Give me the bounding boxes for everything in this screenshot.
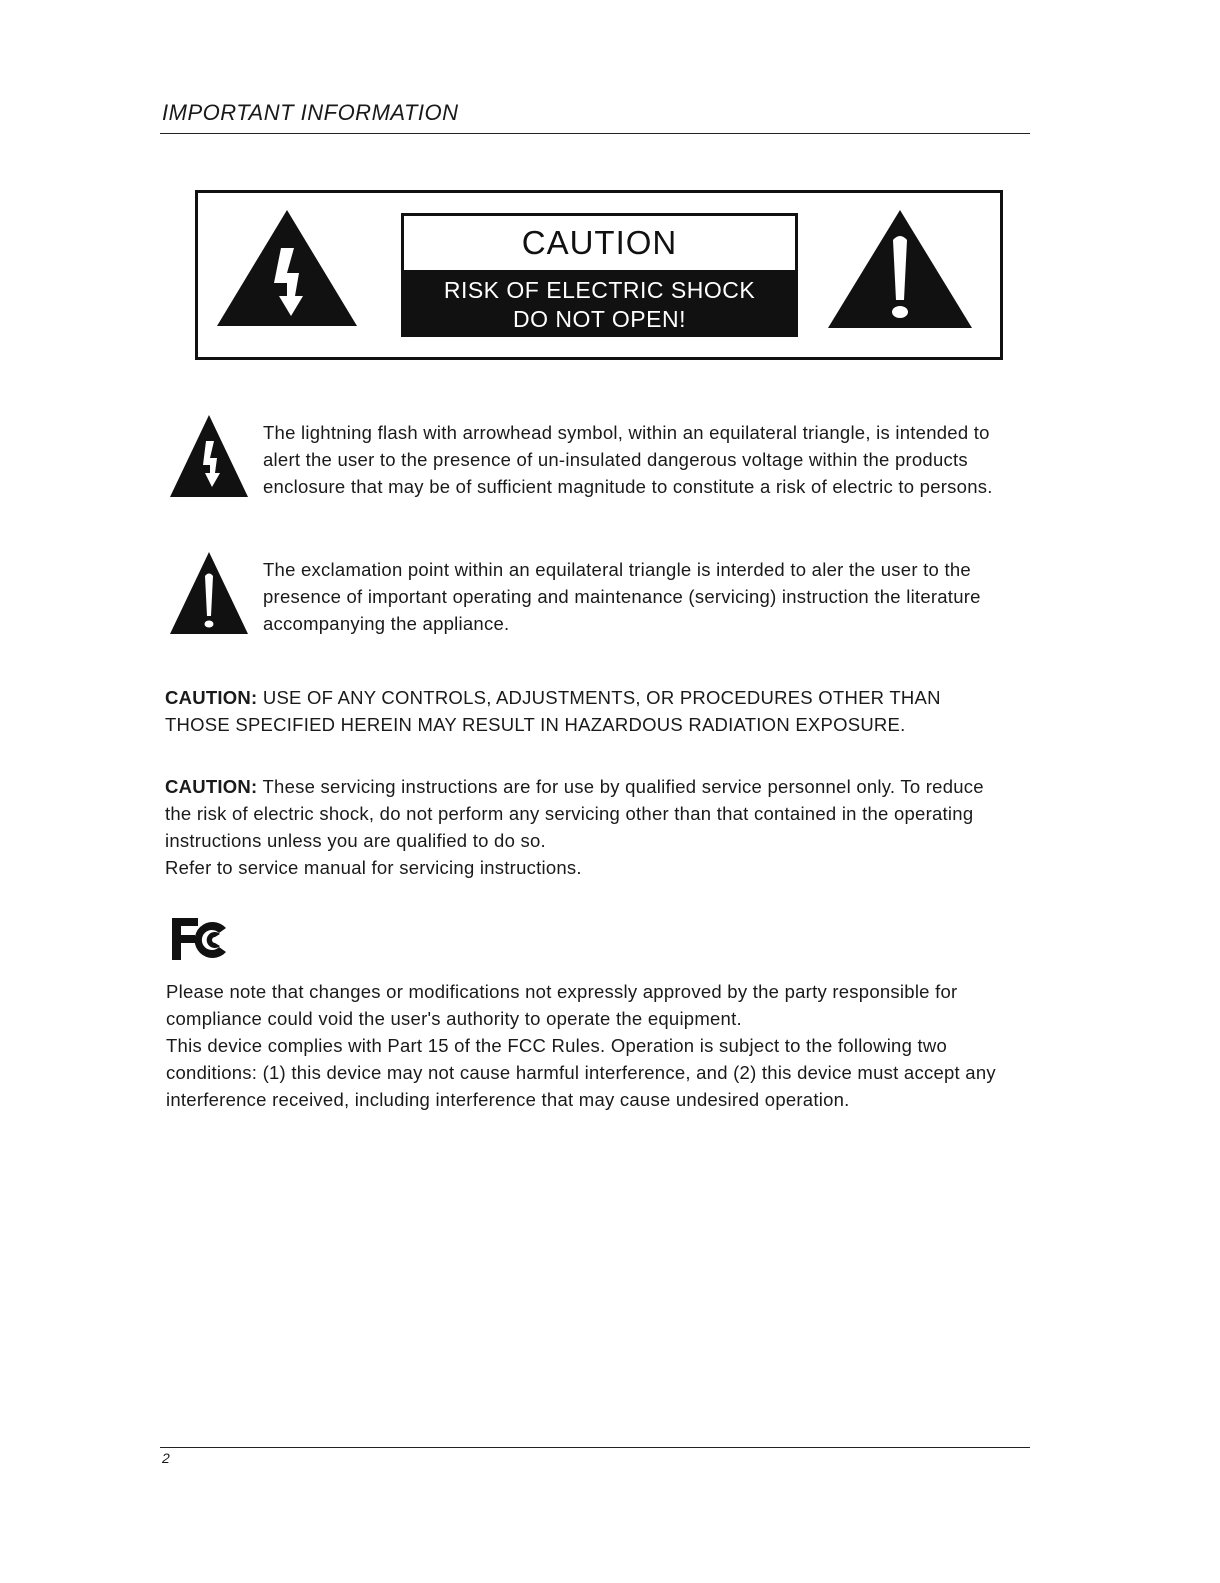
text-line: enclosure that may be of sufficient magnitude to constitute a risk of electric to persons. xyxy=(263,476,993,497)
page-number: 2 xyxy=(162,1450,170,1466)
caution-line-shock: RISK OF ELECTRIC SHOCK xyxy=(443,277,756,303)
lightning-triangle-icon xyxy=(215,208,359,328)
text-line: the risk of electric shock, do not perform any servicing other than that contained in the operating xyxy=(165,803,974,824)
exclamation-symbol-description xyxy=(263,556,981,637)
lightning-triangle-icon xyxy=(168,413,250,499)
text-line: instructions unless you are qualified to do so. xyxy=(165,830,546,851)
text-line: These servicing instructions are for use by qualified service personnel only. To reduce xyxy=(257,776,984,797)
text-line: interference received, including interference that may cause undesired operation. xyxy=(166,1089,850,1110)
text-line: USE OF ANY CONTROLS, ADJUSTMENTS, OR PROCEDURES OTHER THAN xyxy=(257,687,941,708)
footer-divider xyxy=(160,1447,1030,1448)
exclamation-triangle-icon xyxy=(168,550,250,636)
text-line: alert the user to the presence of un-insulated dangerous voltage within the products xyxy=(263,449,968,470)
page-title: IMPORTANT INFORMATION xyxy=(162,100,459,125)
text-line: Refer to service manual for servicing instructions. xyxy=(165,857,582,878)
caution-label: CAUTION: xyxy=(165,776,258,797)
caution-line-do-not-open: DO NOT OPEN! xyxy=(513,306,686,332)
text-line: This device complies with Part 15 of the FCC Rules. Operation is subject to the following two xyxy=(166,1035,948,1056)
fcc-statement xyxy=(166,978,996,1113)
exclamation-triangle-icon xyxy=(826,208,974,330)
text-line: The lightning flash with arrowhead symbol, within an equilateral triangle, is intended to xyxy=(263,422,990,443)
text-line: Please note that changes or modifications not expressly approved by the party responsible for xyxy=(166,981,958,1002)
caution-label-panel xyxy=(401,213,798,337)
caution-heading: CAUTION xyxy=(404,216,795,270)
text-line: THOSE SPECIFIED HEREIN MAY RESULT IN HAZARDOUS RADIATION EXPOSURE. xyxy=(165,714,906,735)
text-line: conditions: (1) this device may not cause harmful interference, and (2) this device must accept any xyxy=(166,1062,996,1083)
header-divider xyxy=(160,133,1030,134)
lightning-symbol-description xyxy=(263,419,993,500)
text-line: The exclamation point within an equilateral triangle is interded to aler the user to the xyxy=(263,559,971,580)
fcc-logo xyxy=(168,914,234,964)
text-line: accompanying the appliance. xyxy=(263,613,510,634)
caution-radiation-paragraph xyxy=(165,684,941,738)
caution-servicing-paragraph xyxy=(165,773,984,881)
text-line: presence of important operating and maintenance (servicing) instruction the literature xyxy=(263,586,981,607)
text-line: compliance could void the user's authority to operate the equipment. xyxy=(166,1008,742,1029)
caution-label: CAUTION: xyxy=(165,687,258,708)
caution-label-box xyxy=(195,190,1003,360)
